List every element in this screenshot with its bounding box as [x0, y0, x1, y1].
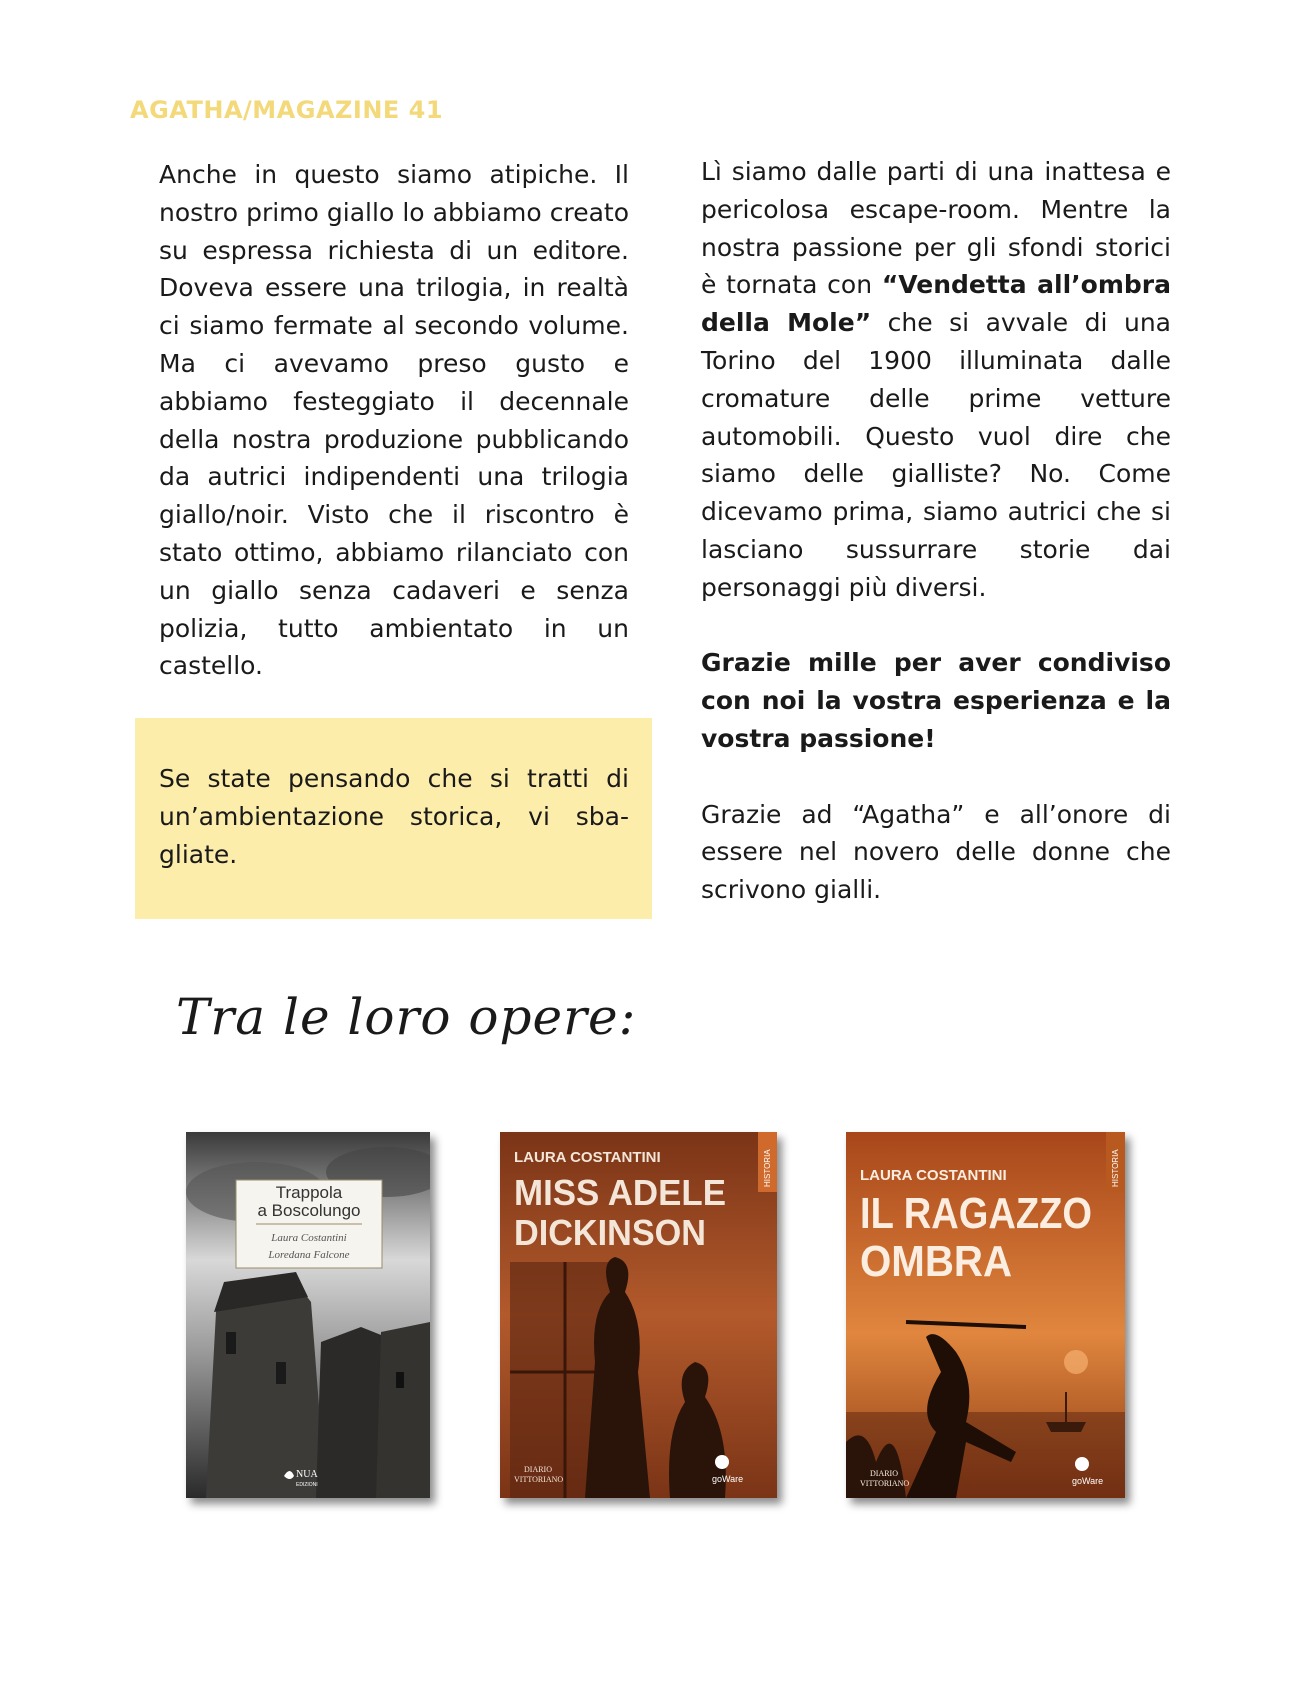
book1-title-line2: a Boscolungo	[257, 1201, 361, 1220]
book-cover-miss-adele	[500, 1132, 777, 1498]
book2-title-line2: DICKINSON	[514, 1212, 706, 1253]
book1-publisher: NUA	[296, 1469, 318, 1480]
book3-series: HISTORIA	[1111, 1149, 1120, 1187]
right-paragraph-2	[701, 644, 1171, 757]
book2-series: HISTORIA	[763, 1149, 772, 1187]
book2-author: LAURA COSTANTINI	[514, 1149, 661, 1166]
left-paragraph: Anche in questo siamo atipiche. Il nostro primo giallo lo abbiamo creato su espressa richiesta di un editore. Doveva essere una trilogia, in realtà ci siamo fermate al secondo volume. Ma ci avevamo preso gusto e abbiamo festeggiato il decennale della nostra produzione pubblicando da autrici indipendenti una trilogia giallo/noir. Visto che il riscontro è stato ottimo, abbiamo rilanciato con un giallo senza cadaveri e senza polizia, tutto ambientato in un castello.	[159, 160, 629, 681]
book3-imprint-line2: VITTORIANO	[860, 1479, 910, 1488]
book-cover-1-art	[186, 1132, 430, 1498]
right-paragraph-1	[701, 153, 1171, 607]
book2-imprint-line1: DIARIO	[524, 1465, 552, 1474]
highlight-box	[135, 718, 652, 919]
book3-publisher: goWare	[1072, 1476, 1104, 1486]
highlight-text: Se state pensando che si tratti di un’ambientazione storica, vi sba-gliate.	[159, 764, 629, 869]
magazine-header: AGATHA/MAGAZINE 41	[130, 96, 444, 124]
book1-author2: Loredana Falcone	[268, 1249, 350, 1261]
right-p1-start: Lì siamo dalle parti di una inattesa e pericolosa escape-room. Mentre la nostra passione per gli sfondi storici è tornata con	[701, 157, 1171, 300]
book3-title-line1: IL RAGAZZO	[860, 1189, 1092, 1238]
goware-logo-icon-2	[1075, 1457, 1089, 1471]
book2-title-line1: MISS ADELE	[514, 1172, 726, 1213]
book2-publisher: goWare	[712, 1474, 744, 1484]
book3-title-line2: OMBRA	[860, 1237, 1012, 1286]
thanks-bold: Grazie mille per aver condiviso con noi la vostra esperienza e la vostra passione!	[701, 648, 1171, 753]
left-column	[159, 156, 629, 685]
book2-imprint-line2: VITTORIANO	[514, 1475, 564, 1484]
works-title: Tra le loro opere:	[176, 988, 637, 1046]
right-paragraph-3: Grazie ad “Agatha” e all’onore di essere nel novero delle donne che scrivono gialli.	[701, 799, 1171, 905]
book3-imprint-line1: DIARIO	[870, 1469, 898, 1478]
right-column	[701, 153, 1171, 909]
book1-author1: Laura Costantini	[271, 1232, 347, 1244]
book1-title-line1: Trappola	[275, 1183, 343, 1202]
book-cover-2-art	[500, 1132, 777, 1498]
book3-author: LAURA COSTANTINI	[860, 1167, 1007, 1184]
book1-publisher-sub: EDIZIONI	[296, 1482, 318, 1488]
book-cover-3-art	[846, 1132, 1125, 1498]
book-title-mention: “Vendetta all’ombra della Mole”	[701, 270, 1171, 338]
goware-logo-icon	[715, 1455, 729, 1469]
book-cover-ragazzo-ombra	[846, 1132, 1125, 1498]
right-p1-end: che si avvale di una Torino del 1900 illuminata dalle cromature delle prime vetture automobili. Questo vuol dire che siamo delle gialliste? No. Come dicevamo prima, siamo autrici che si lasciano sussurrare storie dai personaggi più diversi.	[701, 308, 1171, 602]
book-cover-trappola	[186, 1132, 430, 1498]
